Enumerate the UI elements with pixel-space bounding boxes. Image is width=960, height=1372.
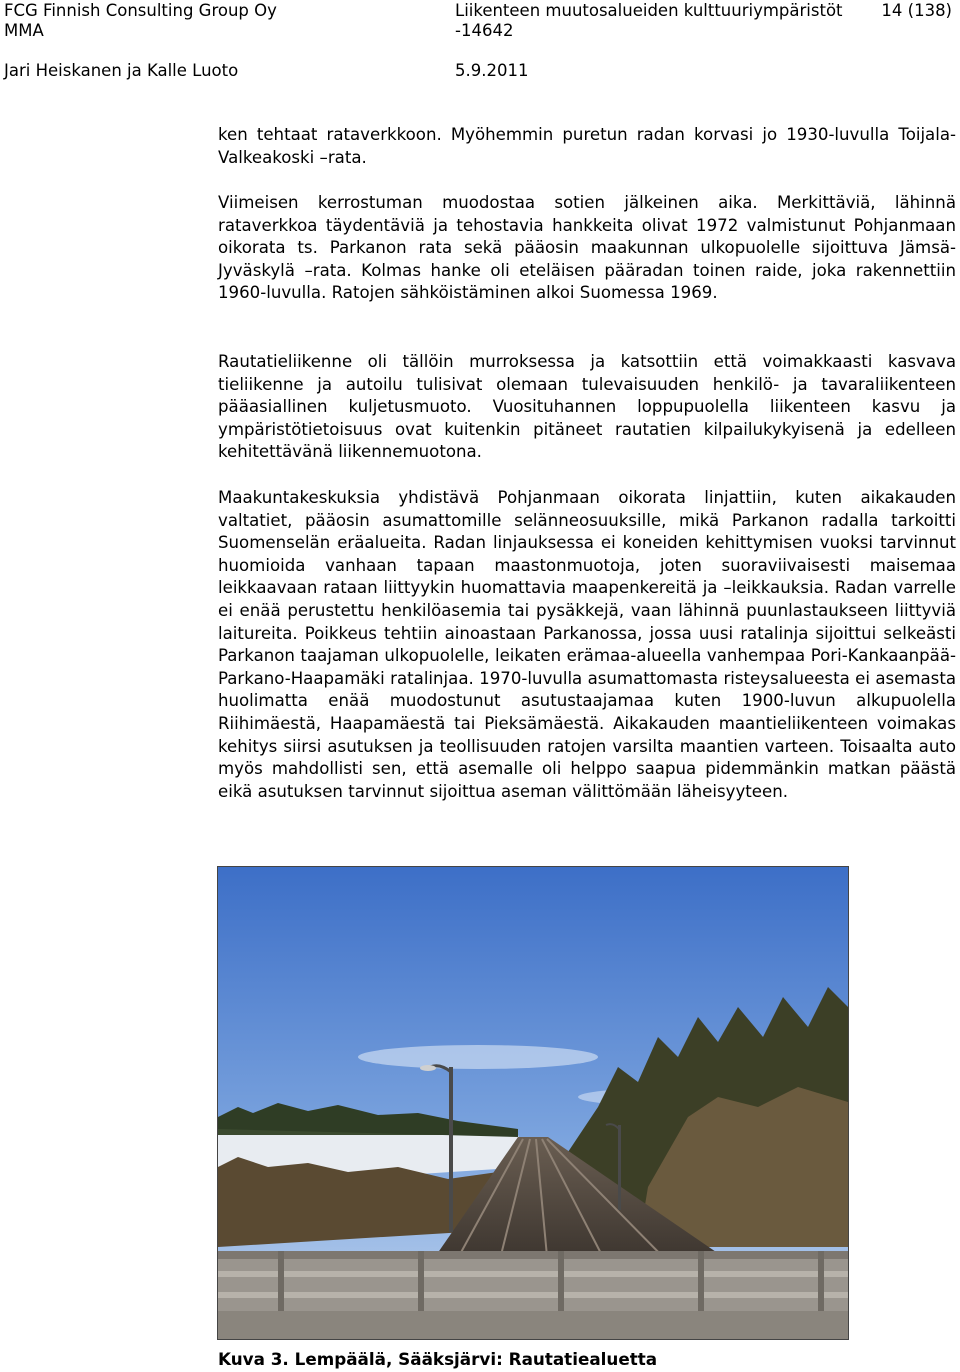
header-authors: Jari Heiskanen ja Kalle Luoto [4, 61, 239, 80]
header-company: FCG Finnish Consulting Group Oy [4, 1, 277, 20]
figure-caption: Kuva 3. Lempäälä, Sääksjärvi: Rautatiealuetta [218, 1349, 658, 1369]
header-company-line2: MMA [4, 21, 44, 40]
header-report-number: -14642 [455, 21, 514, 40]
paragraph-3: Rautatieliikenne oli tällöin murroksessa ja katsottiin että voimakkaasti kasvava tieliikenne ja autoilu tulisivat olemaan tulevaisuuden henkilö- ja tavaraliikenteen pääasiallinen kuljetusmuoto. Vuosituhannen loppupuolella liikenteen kasvu ja ympäristötietoisuus ovat kuitenkin pitäneet rautatien kilpailukykyisenä ja edelleen kehitettävänä liikennemuotona. [218, 352, 956, 462]
header-date: 5.9.2011 [455, 61, 529, 80]
header-report-title: Liikenteen muutosalueiden kulttuuriympäristöt [455, 1, 843, 20]
railway-photo-illustration [218, 867, 848, 1339]
paragraph-2: Viimeisen kerrostuman muodostaa sotien jälkeinen aika. Merkittäviä, lähinnä rataverkkoa täydentäviä ja tehostavia hankkeita olivat 1972 valmistunut Pohjanmaan oikorata ts. Parkanon rata sekä pääosin maakunnan ulkopuolelle sijoittuva Jämsä-Jyväskylä –rata. Kolmas hanke oli eteläisen pääradan toinen raide, joka rakennettiin 1960-luvulla. Ratojen sähköistäminen alkoi Suomessa 1969. [218, 193, 956, 303]
header-page-number: 14 (138) [881, 1, 952, 20]
paragraph-1: ken tehtaat rataverkkoon. Myöhemmin puretun radan korvasi jo 1930-luvulla Toijala-Valkeakoski –rata. [218, 125, 956, 167]
railway-photo [217, 866, 849, 1340]
paragraph-4: Maakuntakeskuksia yhdistävä Pohjanmaan oikorata linjattiin, kuten aikakauden valtatiet, pääosin asumattomille selänneosuuksille, mikä Parkanon radalla tarkoitti Suomenselän eräalueita. Radan linjauksessa ei koneiden kehittymisen vuoksi tarvinnut huomioida vanhaan tapaan maastonmuotoja, joten suoraviivaisesti maisemaa leikkaavaan rataan liittyykin huomattavia maapenkereitä ja –leikkauksia. Radan varrelle ei enää perustettu henkilöasemia tai pysäkkejä, vaan lähinnä puunlastaukseen liittyviä laitureita. Poikkeus tehtiin ainoastaan Parkanossa, jossa uusi ratalinja sijoittui selkeästi Parkanon taajaman ulkopuolelle, leikaten erämaa-alueella vanhempaa Pori-Kankaanpää-Parkano-Haapamäki ratalinjaa. 1970-luvulla asumattomasta risteysalueesta ei asemasta huolimatta enää muodostunut asutustaajamaa kuten 1900-luvun alkupuolella Riihimäestä, Haapamäestä tai Pieksämäestä. Aikakauden maantieliikenteen voimakas kehitys siirsi asutuksen ja teollisuuden ratojen varsilta maantien varteen. Toisaalta auto myös mahdollisti sen, että asemalle oli helppo saapua pidemmänkin matkan päästä eikä asutuksen tarvinnut sijoittua aseman välittömään läheisyyteen. [218, 488, 956, 801]
